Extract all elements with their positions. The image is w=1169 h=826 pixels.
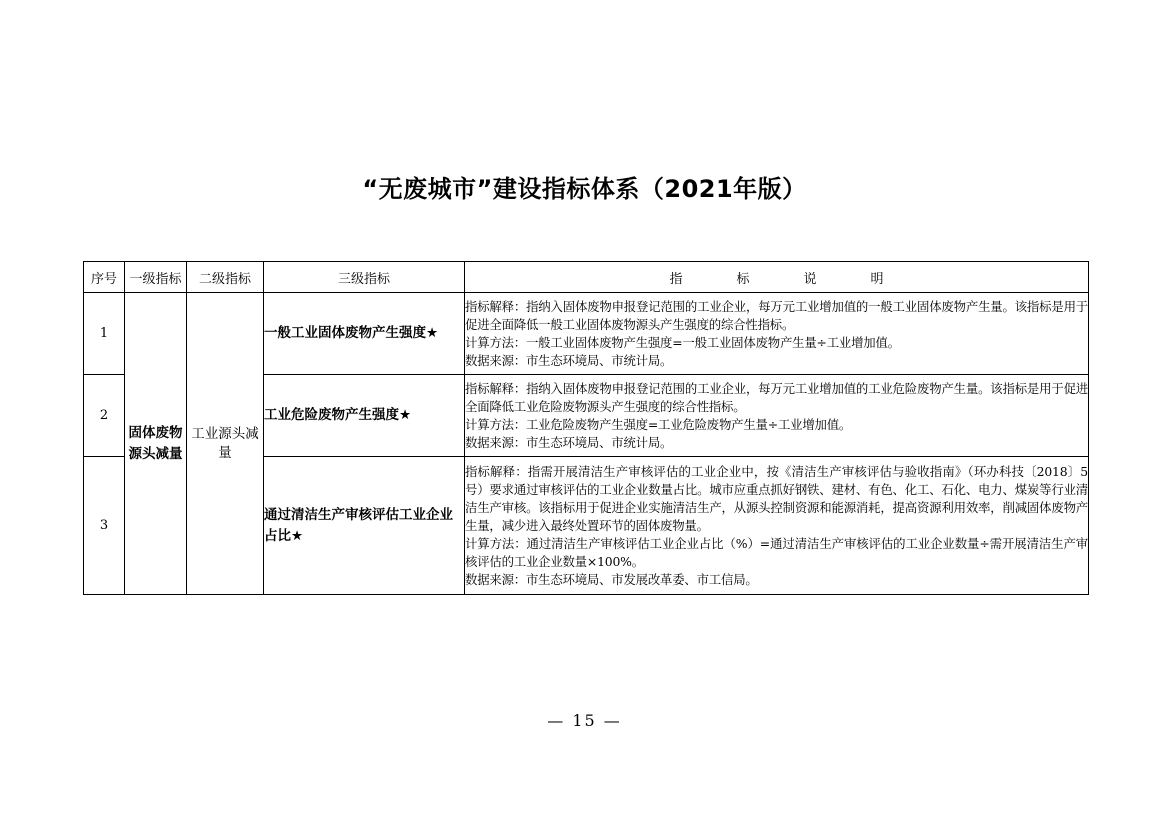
- row-seq: 3: [84, 457, 125, 595]
- description-cell: [465, 457, 1089, 595]
- header-description-char: 说: [803, 271, 817, 287]
- description-cell: [465, 375, 1089, 457]
- indicator-table: [83, 261, 1089, 595]
- row-seq: 2: [84, 375, 125, 457]
- desc-source: 数据来源：市生态环境局、市发展改革委、市工信局。: [465, 571, 758, 587]
- header-level3: 三级指标: [264, 262, 465, 293]
- desc-method: 计算方法：一般工业固体废物产生强度=一般工业固体废物产生量÷工业增加值。: [465, 334, 900, 350]
- desc-explanation: 指标解释：指纳入固体废物申报登记范围的工业企业，每万元工业增加值的一般工业固体废物产生量。该指标是用于促进全面降低一般工业固体废物源头产生强度的综合性指标。: [465, 298, 1088, 332]
- header-level2: 二级指标: [187, 262, 264, 293]
- level3-cell: 一般工业固体废物产生强度★: [264, 293, 465, 375]
- desc-method: 计算方法：工业危险废物产生强度=工业危险废物产生量÷工业增加值。: [465, 416, 852, 432]
- header-level1: 一级指标: [125, 262, 187, 293]
- level3-cell: 工业危险废物产生强度★: [264, 375, 465, 457]
- header-description-char: 标: [736, 271, 750, 287]
- desc-source: 数据来源：市生态环境局、市统计局。: [465, 434, 673, 450]
- header-description-char: 明: [870, 271, 884, 287]
- level1-cell: 固体废物源头减量: [125, 293, 187, 595]
- description-cell: [465, 293, 1089, 375]
- level2-cell: 工业源头减量: [187, 293, 264, 595]
- row-seq: 1: [84, 293, 125, 375]
- level3-cell: 通过清洁生产审核评估工业企业占比★: [264, 457, 465, 595]
- page-title: “无废城市”建设指标体系（2021年版）: [362, 175, 807, 203]
- header-description: [465, 262, 1089, 293]
- table-row: [84, 293, 1089, 375]
- desc-explanation: 指标解释：指纳入固体废物申报登记范围的工业企业，每万元工业增加值的工业危险废物产生量。该指标是用于促进全面降低工业危险废物源头产生强度的综合性指标。: [465, 380, 1088, 414]
- desc-explanation: 指标解释：指需开展清洁生产审核评估的工业企业中，按《清洁生产审核评估与验收指南》（环办科技〔2018〕5号）要求通过审核评估的工业企业数量占比。城市应重点抓好钢铁、建材、有色、化工、石化、电力、煤炭等行业清洁生产审核。该指标用于促进企业实施清洁生产，从源头控制资源和能源消耗，提高资源利用效率，削减固体废物产生量，减少进入最终处置环节的固体废物量。: [465, 463, 1088, 533]
- page-number: — 15 —: [547, 711, 622, 730]
- header-description-char: 指: [669, 271, 683, 287]
- desc-source: 数据来源：市生态环境局、市统计局。: [465, 352, 673, 368]
- header-seq: 序号: [84, 262, 125, 293]
- table-header-row: [84, 262, 1089, 293]
- desc-method: 计算方法：通过清洁生产审核评估工业企业占比（%）=通过清洁生产审核评估的工业企业数量÷需开展清洁生产审核评估的工业企业数量×100%。: [465, 535, 1088, 569]
